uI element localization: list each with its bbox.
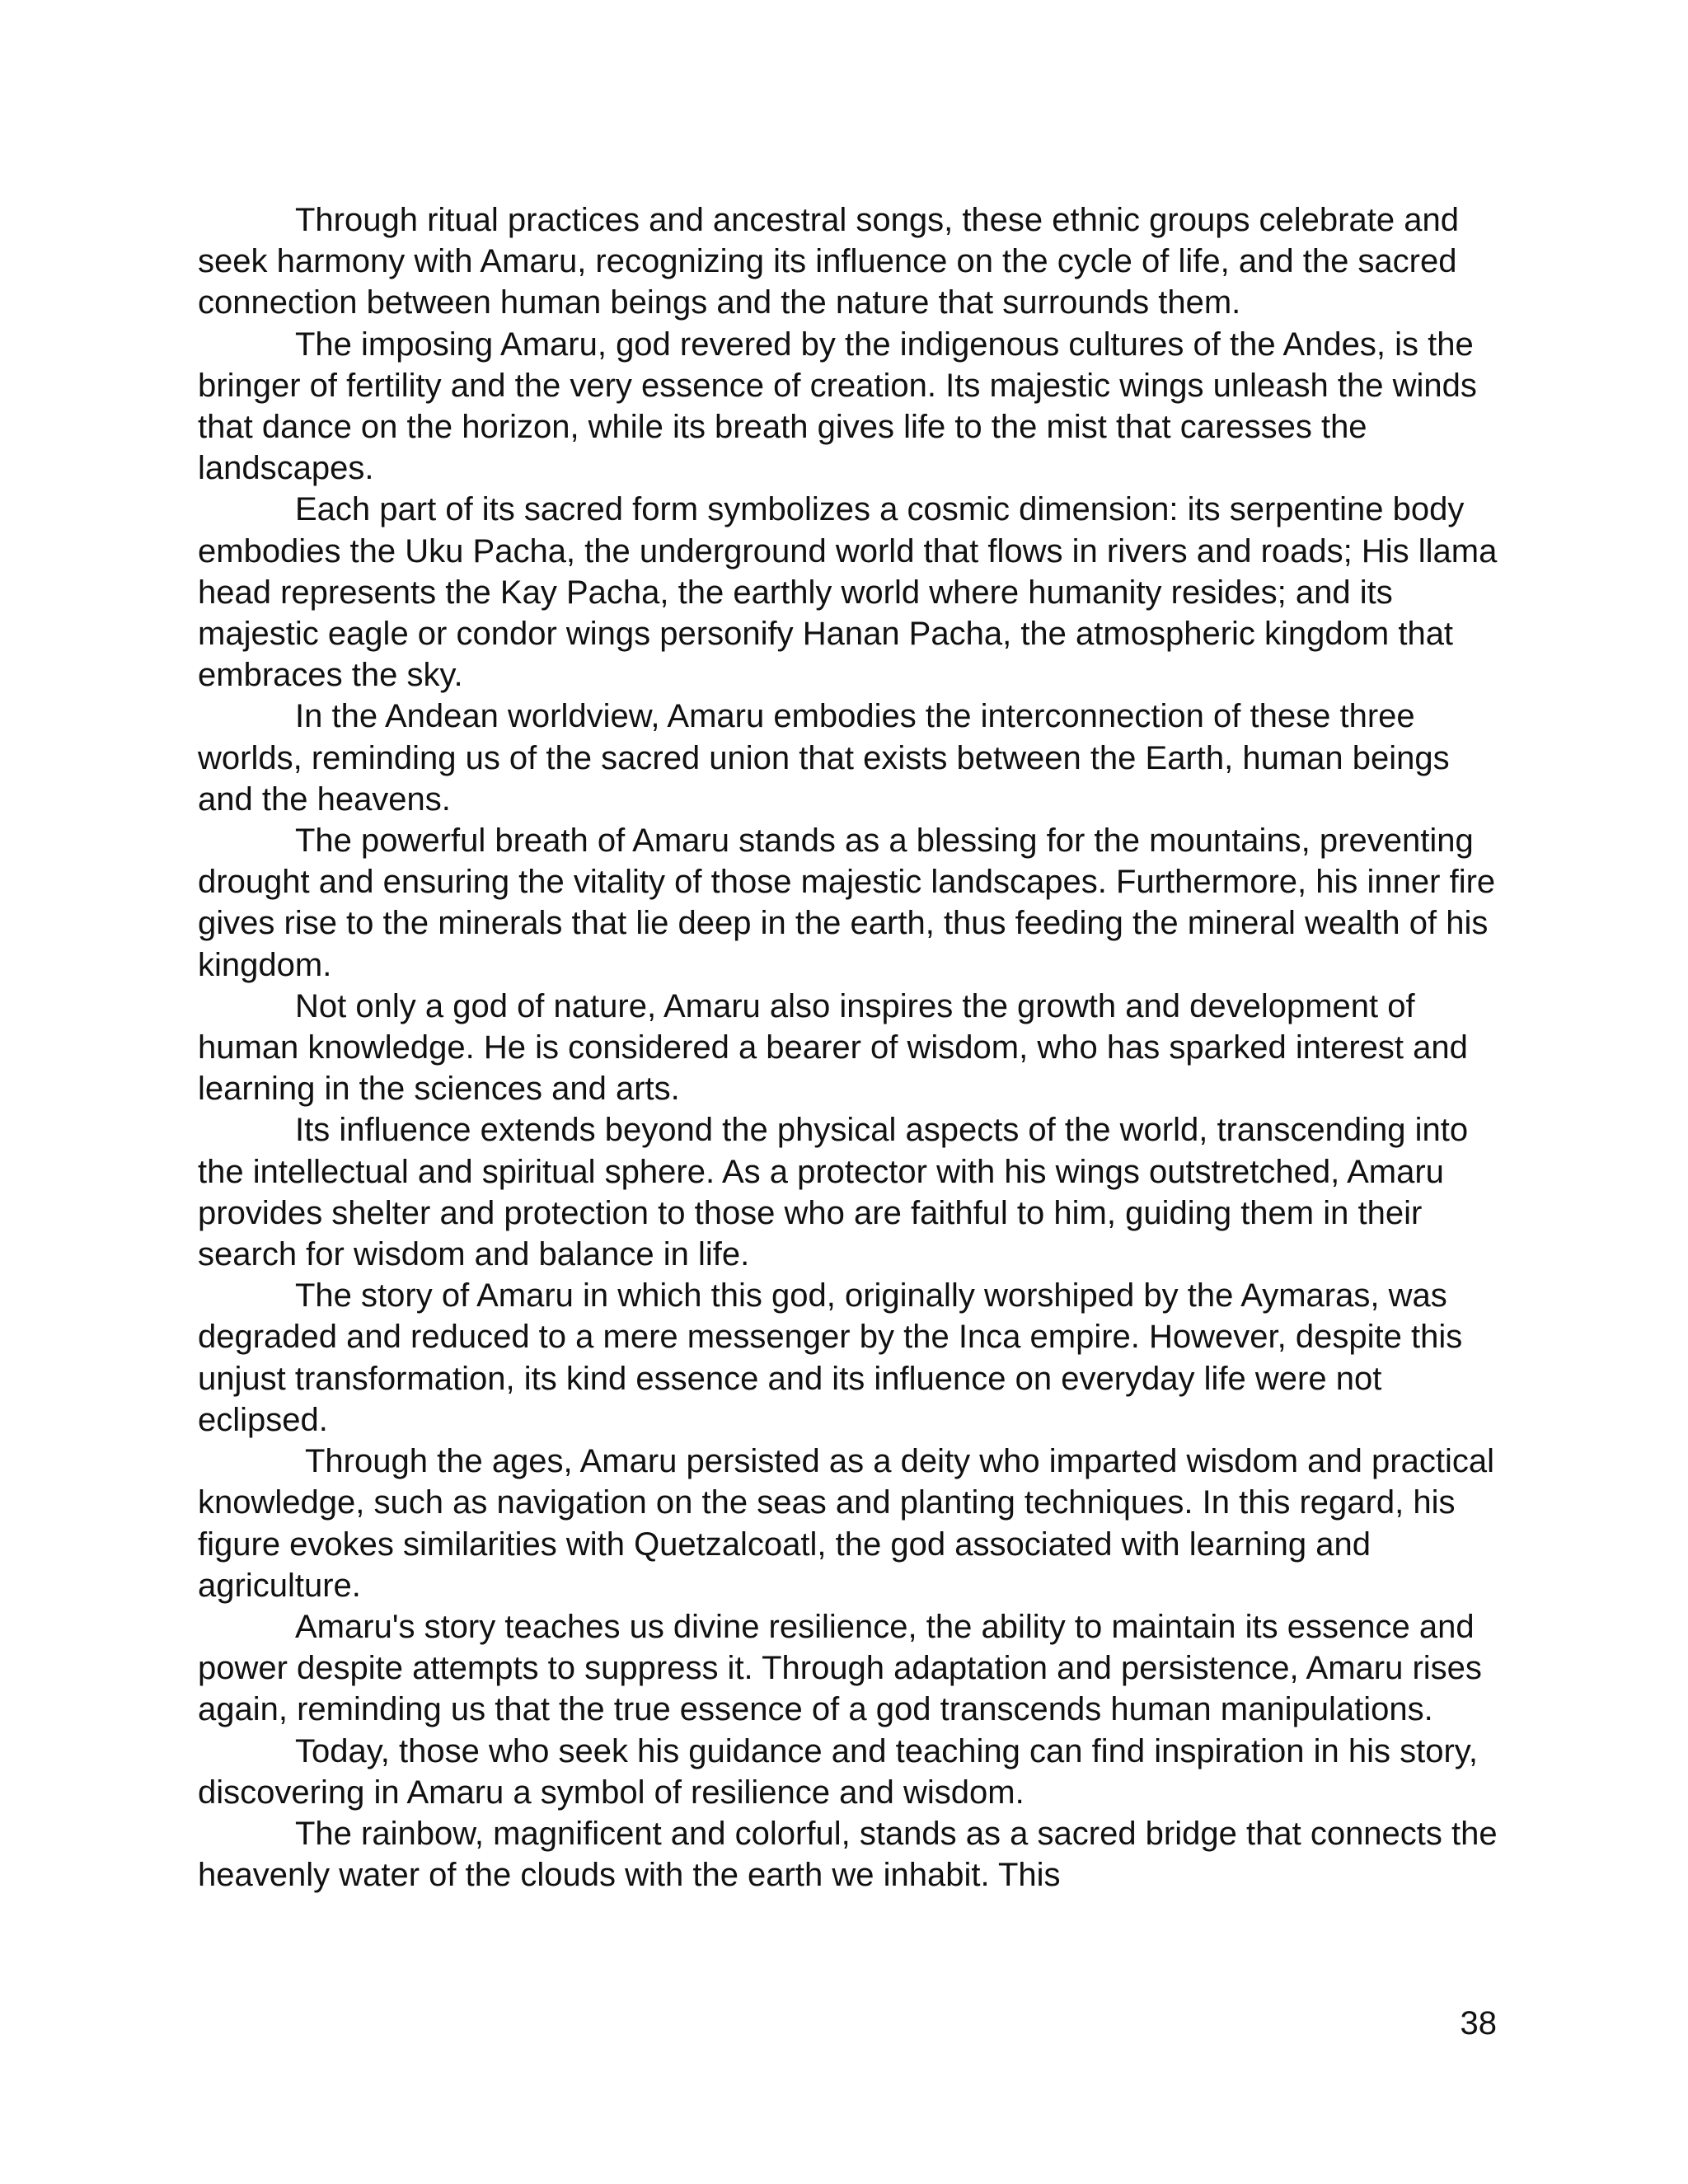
- paragraph: Its influence extends beyond the physical aspects of the world, transcending into the intellectual and spiritual sphere. As a protector with his wings outstretched, Amaru provides shelter and protection to those who are faithful to him, guiding them in their search for wisdom and balance in life.: [198, 1112, 1469, 1273]
- paragraph: Each part of its sacred form symbolizes a cosmic dimension: its serpentine body embodies the Uku Pacha, the underground world that flows in rivers and roads; His llama head represents the Kay Pacha, the earthly world where humanity resides; and its majestic eagle or condor wings personify Hanan Pacha, the atmospheric kingdom that embraces the sky.: [198, 491, 1498, 694]
- paragraph: Through ritual practices and ancestral songs, these ethnic groups celebrate and seek harmony with Amaru, recognizing its influence on the cycle of life, and the sacred connection between human beings and the nature that surrounds them.: [198, 202, 1459, 321]
- page-number: 38: [1460, 2005, 1497, 2041]
- paragraph: Today, those who seek his guidance and teaching can find inspiration in his story, discovering in Amaru a symbol of resilience and wisdom.: [198, 1732, 1478, 1811]
- paragraph: The story of Amaru in which this god, originally worshiped by the Aymaras, was degraded and reduced to a mere messenger by the Inca empire. However, despite this unjust transformation, its kind essence and its influence on everyday life were not eclipsed.: [198, 1277, 1463, 1438]
- paragraph: The imposing Amaru, god revered by the indigenous cultures of the Andes, is the bringer of fertility and the very essence of creation. Its majestic wings unleash the winds that dance on the horizon, while its breath gives life to the mist that caresses the landscapes.: [198, 326, 1477, 487]
- paragraph: The rainbow, magnificent and colorful, stands as a sacred bridge that connects the heavenly water of the clouds with the earth we inhabit. This: [198, 1815, 1498, 1894]
- paragraph: Not only a god of nature, Amaru also inspires the growth and development of human knowledge. He is considered a bearer of wisdom, who has sparked interest and learning in the sciences and arts.: [198, 987, 1468, 1108]
- paragraph: The powerful breath of Amaru stands as a blessing for the mountains, preventing drought and ensuring the vitality of those majestic landscapes. Furthermore, his inner fire gives rise to the minerals that lie deep in the earth, thus feeding the mineral wealth of his kingdom.: [198, 823, 1496, 983]
- paragraph: In the Andean worldview, Amaru embodies the interconnection of these three worlds, reminding us of the sacred union that exists between the Earth, human beings and the heavens.: [198, 698, 1450, 818]
- paragraph: Amaru's story teaches us divine resilience, the ability to maintain its essence and power despite attempts to suppress it. Through adaptation and persistence, Amaru rises again, reminding us that the true essence of a god transcends human manipulations.: [198, 1608, 1482, 1728]
- body-text: [198, 199, 1500, 1896]
- paragraph: Through the ages, Amaru persisted as a deity who imparted wisdom and practical knowledge, such as navigation on the seas and planting techniques. In this regard, his figure evokes similarities with Quetzalcoatl, the god associated with learning and agriculture.: [198, 1443, 1494, 1604]
